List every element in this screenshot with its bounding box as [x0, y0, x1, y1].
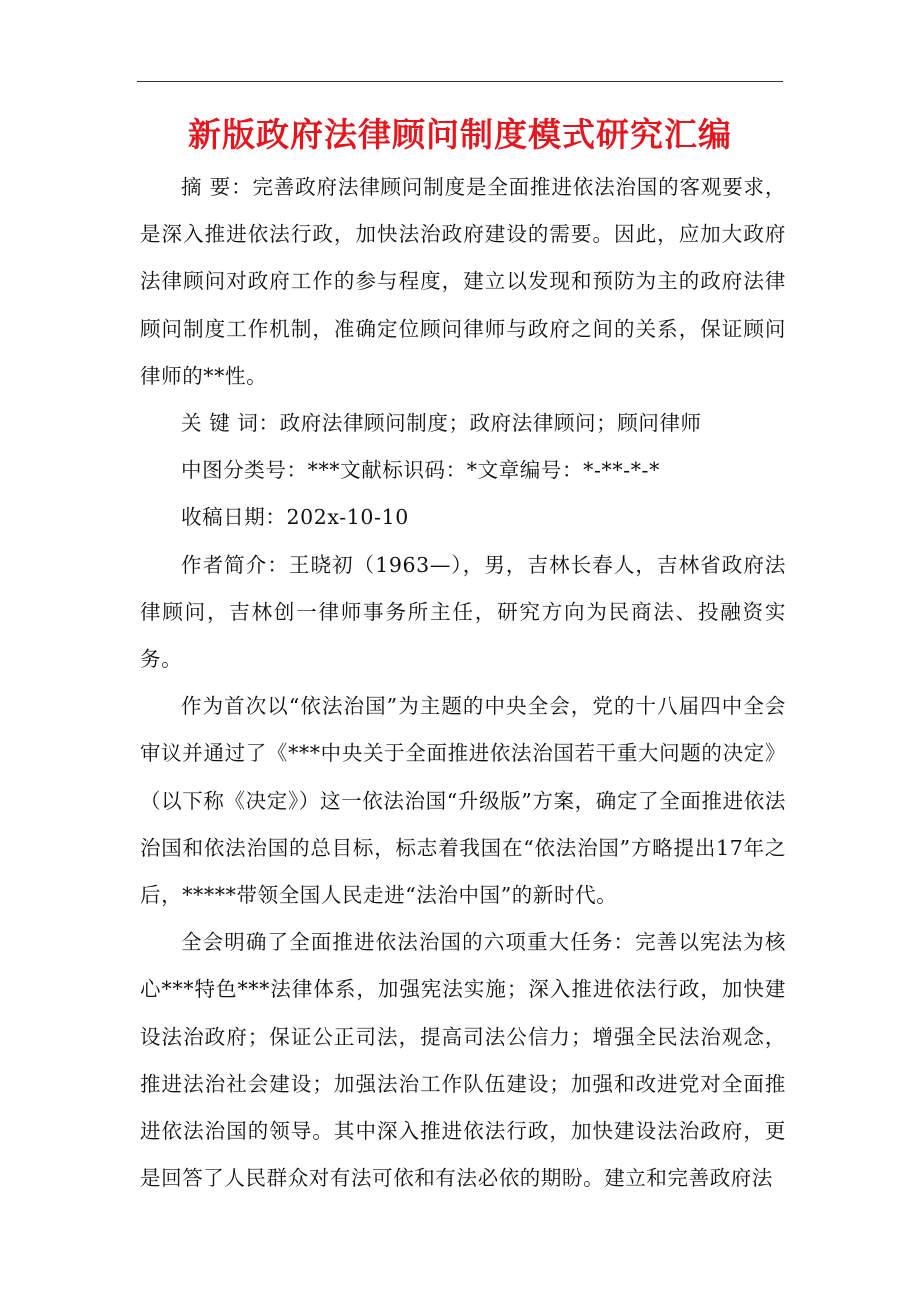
- keywords-text: 政府法律顾问制度；政府法律顾问；顾问律师: [279, 411, 702, 436]
- keywords-label: 关 键 词：: [181, 411, 280, 436]
- abstract-text: 完善政府法律顾问制度是全面推进依法治国的客观要求，是深入推进依法行政，加快法治政府建设的需要。因此，应加大政府法律顾问对政府工作的参与程度，建立以发现和预防为主的政府法律顾问制度工作机制，准确定位顾问律师与政府之间的关系，保证顾问律师的**性。: [140, 175, 787, 388]
- header-rule: [137, 81, 783, 82]
- keywords-line: [140, 400, 786, 447]
- document-body: [140, 164, 786, 1202]
- author-label: 作者简介：: [181, 552, 289, 577]
- classification-line: 中图分类号：***文献标识码：*文章编号：*-**-*-*: [181, 458, 660, 483]
- author-paragraph: [140, 542, 786, 684]
- document-title: 新版政府法律顾问制度模式研究汇编: [188, 115, 732, 154]
- abstract-label: 摘 要：: [181, 175, 253, 199]
- author-text: 王晓初（1963—），男，吉林长春人，吉林省政府法律顾问，吉林创一律师事务所主任，研究方向为民商法、投融资实务。: [140, 552, 787, 672]
- body-paragraph: 作为首次以“依法治国”为主题的中央全会，党的十八届四中全会审议并通过了《***中央关于全面推进依法治国若干重大问题的决定》（以下称《决定》）这一依法治国“升级版”方案，确定了全面推进依法治国和依法治国的总目标，标志着我国在“依法治国”方略提出17年之后，*****带领全国人民走进“法治中国”的新时代。: [140, 694, 786, 908]
- abstract-paragraph: [140, 164, 786, 400]
- body-paragraph: 全会明确了全面推进依法治国的六项重大任务：完善以宪法为核心***特色***法律体系，加强宪法实施；深入推进依法行政，加快建设法治政府；保证公正司法，提高司法公信力；增强全民法治观念，推进法治社会建设；加强法治工作队伍建设；加强和改进党对全面推进依法治国的领导。其中深入推进依法行政，加快建设法治政府，更是回答了人民群众对有法可依和有法必依的期盼。建立和完善政府法: [140, 930, 786, 1191]
- received-date-line: 收稿日期：202x-10-10: [181, 505, 409, 530]
